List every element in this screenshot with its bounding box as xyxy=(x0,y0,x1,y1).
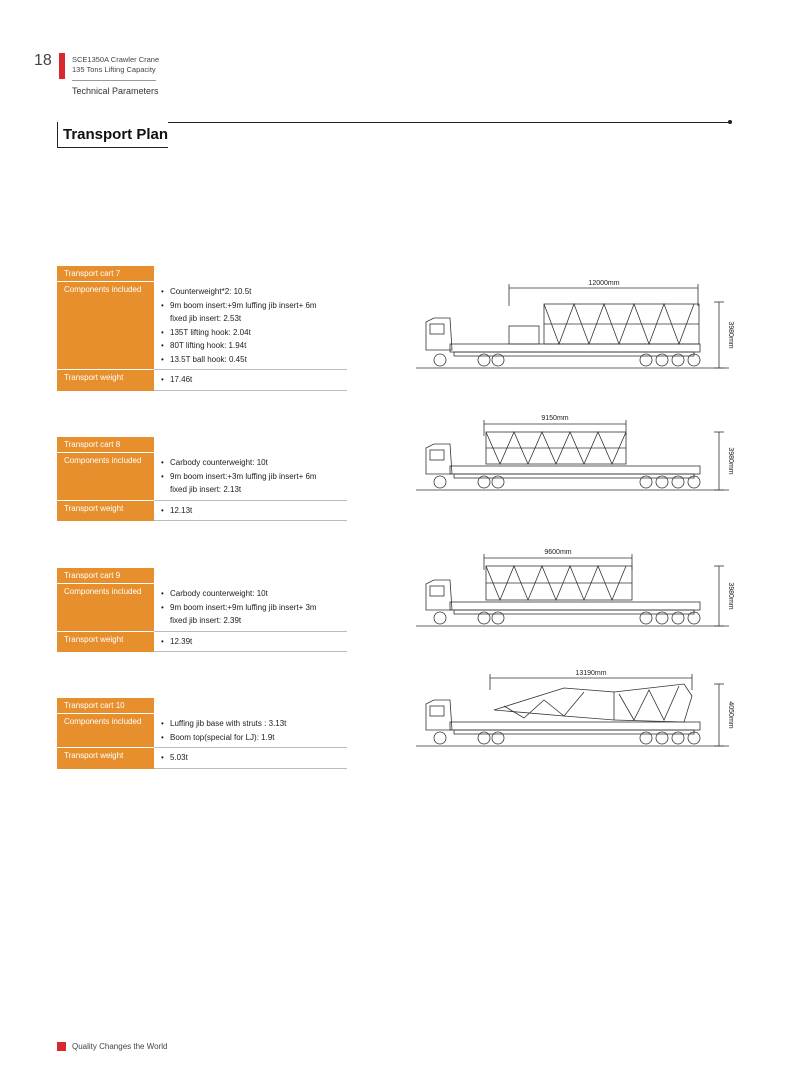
component-item: • 9m boom insert:+3m luffing jib insert+ 6m fixed jib insert: 2.13t xyxy=(159,470,347,497)
height-dimension: 4050mm xyxy=(727,701,734,729)
title-rule xyxy=(168,122,729,123)
weight-value: • 12.39t xyxy=(159,635,347,649)
components-label: Components included xyxy=(57,282,154,370)
component-item: • 9m boom insert:+9m luffing jib insert+ 3m fixed jib insert: 2.39t xyxy=(159,601,347,628)
cart-table-9 xyxy=(57,568,347,652)
component-item: • 9m boom insert:+9m luffing jib insert+ 6m fixed jib insert: 2.53t xyxy=(159,299,347,326)
length-dimension: 12000mm xyxy=(588,280,620,287)
components-label: Components included xyxy=(57,714,154,748)
footer-slogan: Quality Changes the World xyxy=(72,1042,168,1051)
truck-illustration xyxy=(414,666,734,752)
capacity-label: 135 Tons Lifting Capacity xyxy=(72,65,156,74)
components-list xyxy=(159,717,347,744)
component-item: • 13.5T ball hook: 0.45t xyxy=(159,353,347,367)
header-divider xyxy=(72,80,156,81)
section-name: Technical Parameters xyxy=(72,86,159,96)
component-item: • Carbody counterweight: 10t xyxy=(159,456,347,470)
truck-drawing-7 xyxy=(414,276,734,376)
footer-brand-square xyxy=(57,1042,66,1051)
height-dimension: 3980mm xyxy=(727,447,734,475)
cart-name: Transport cart 10 xyxy=(57,698,154,714)
components-label: Components included xyxy=(57,453,154,501)
components-list xyxy=(159,456,347,497)
cart-table-10 xyxy=(57,698,347,769)
component-item: • 80T lifting hook: 1.94t xyxy=(159,339,347,353)
page-number: 18 xyxy=(34,52,52,69)
weight-value: • 12.13t xyxy=(159,504,347,518)
truck-drawing-9 xyxy=(414,544,734,630)
length-dimension: 9150mm xyxy=(541,415,569,422)
components-list xyxy=(159,587,347,628)
length-dimension: 13190mm xyxy=(575,670,607,677)
weight-value: • 17.46t xyxy=(159,373,347,387)
weight-label: Transport weight xyxy=(57,370,154,391)
component-item: • Luffing jib base with struts : 3.13t xyxy=(159,717,347,731)
truck-drawing-8 xyxy=(414,410,734,496)
weight-label: Transport weight xyxy=(57,632,154,653)
cart-name: Transport cart 9 xyxy=(57,568,154,584)
length-dimension: 9600mm xyxy=(544,549,572,556)
component-item: • Carbody counterweight: 10t xyxy=(159,587,347,601)
weight-value: • 5.03t xyxy=(159,751,347,765)
model-name: SCE1350A Crawler Crane xyxy=(72,55,160,64)
cart-name: Transport cart 7 xyxy=(57,266,154,282)
component-item: • Boom top(special for LJ): 1.9t xyxy=(159,731,347,745)
cart-table-7 xyxy=(57,266,347,391)
height-dimension: 3980mm xyxy=(727,582,734,610)
weight-label: Transport weight xyxy=(57,501,154,522)
title-rule-dot xyxy=(728,120,732,124)
component-item: • 135T lifting hook: 2.04t xyxy=(159,326,347,340)
component-item: • Counterweight*2: 10.5t xyxy=(159,285,347,299)
weight-label: Transport weight xyxy=(57,748,154,769)
brand-bar xyxy=(59,53,65,79)
components-label: Components included xyxy=(57,584,154,632)
truck-illustration xyxy=(414,276,734,376)
truck-illustration xyxy=(414,410,734,496)
components-list xyxy=(159,285,347,366)
cart-table-8 xyxy=(57,437,347,521)
page-title: Transport Plan xyxy=(63,126,169,143)
height-dimension: 3980mm xyxy=(727,321,734,349)
truck-illustration xyxy=(414,544,734,630)
cart-name: Transport cart 8 xyxy=(57,437,154,453)
truck-drawing-10 xyxy=(414,666,734,752)
